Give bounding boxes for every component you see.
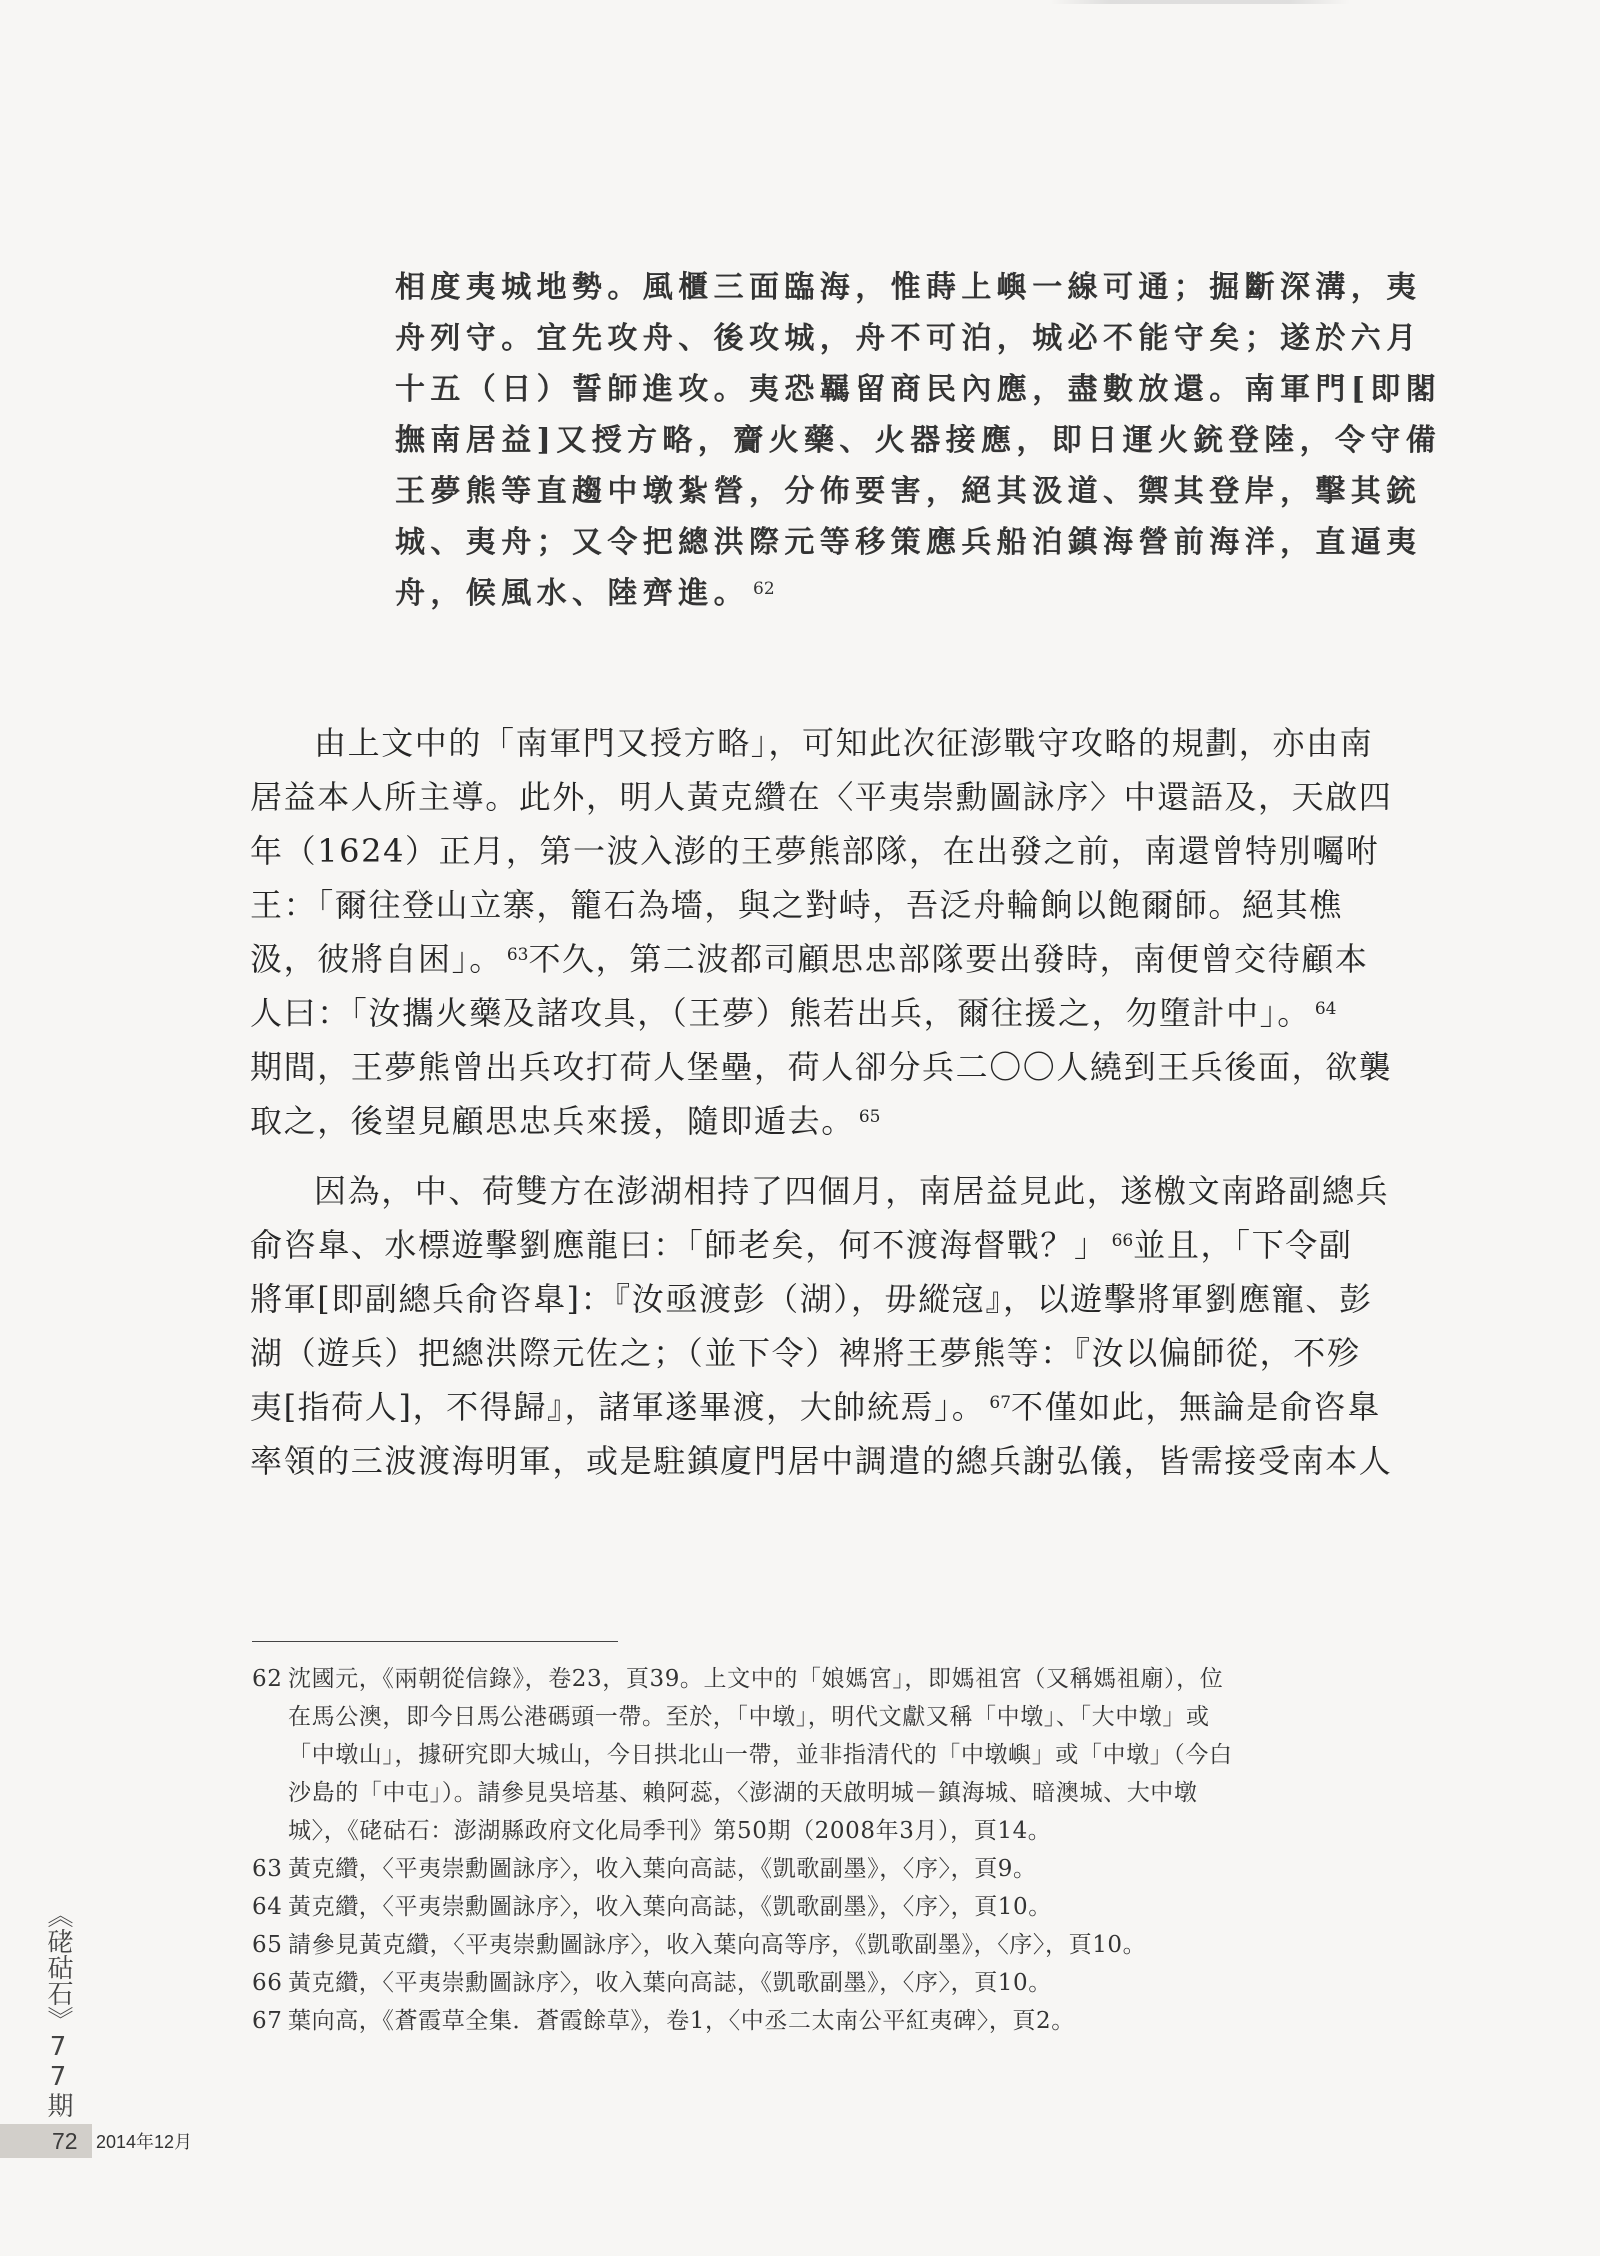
body-line: 居益本人所主導。此外，明人黃克纘在〈平夷崇勳圖詠序〉中還語及，天啟四 bbox=[250, 778, 1393, 816]
footnote-number: 65 bbox=[252, 1932, 283, 1958]
footnote-ref-64[interactable]: 64 bbox=[1314, 999, 1337, 1019]
body-line bbox=[250, 716, 1440, 770]
body-line: 湖（遊兵）把總洪際元佐之；（並下令）裨將王夢熊等：『汝以偏師從，不殄 bbox=[250, 1334, 1361, 1372]
footnote-line: 在馬公澳，即今日馬公港碼頭一帶。至於，「中墩」，明代文獻又稱「中墩」、「大中墩」或 bbox=[288, 1704, 1210, 1730]
body-line-text: 汲，彼將自困」。 bbox=[250, 940, 503, 978]
page-number: 72 bbox=[52, 2128, 78, 2154]
quote-line: 十五（日）誓師進攻。夷恐羈留商民內應，盡數放還。南軍門[即閣 bbox=[395, 372, 1442, 407]
footnote-text bbox=[288, 1964, 1436, 2002]
footnote-line: 沙島的「中屯」）。請參見吳培基、賴阿蕊，〈澎湖的天啟明城－鎮海城、暗澳城、大中墩 bbox=[288, 1780, 1198, 1806]
footnote-line: 城〉，《硓𥑮石：澎湖縣政府文化局季刊》第50期（2008年3月），頁14。 bbox=[288, 1818, 1052, 1844]
quote-line: 舟列守。宜先攻舟、後攻城，舟不可泊，城必不能守矣；遂於六月 bbox=[395, 321, 1422, 356]
body-line: 王：「爾往登山立寨，籠石為墻，與之對峙，吾泛舟輪餉以飽爾師。絕其樵 bbox=[250, 886, 1343, 924]
body-text bbox=[250, 716, 1440, 1488]
footnote-67 bbox=[252, 2002, 1442, 2040]
body-line bbox=[250, 1380, 1440, 1434]
footnote-ref-66[interactable]: 66 bbox=[1111, 1231, 1134, 1251]
scan-artifact bbox=[1050, 0, 1350, 4]
issue-date: 2014年12月 bbox=[96, 2132, 193, 2152]
body-line bbox=[250, 1094, 1440, 1148]
footnote-65 bbox=[252, 1926, 1442, 1964]
footnotes bbox=[252, 1660, 1442, 2040]
body-line bbox=[250, 986, 1440, 1040]
footnote-text bbox=[288, 1888, 1436, 1926]
footnote-number: 67 bbox=[252, 2008, 283, 2034]
footnote-line: 沈國元，《兩朝從信錄》，卷23，頁39。上文中的「娘媽宮」，即媽祖宮（又稱媽祖廟），位 bbox=[288, 1666, 1224, 1692]
footnote-64 bbox=[252, 1888, 1442, 1926]
quote-line: 相度夷城地勢。風櫃三面臨海，惟蒔上嶼一線可通；掘斷深溝，夷 bbox=[395, 270, 1422, 305]
footnote-63 bbox=[252, 1850, 1442, 1888]
body-line-text: 由上文中的「南軍門又授方略」，可知此次征澎戰守攻略的規劃，亦由南 bbox=[314, 724, 1374, 762]
footnote-line: 黃克纘，〈平夷崇勳圖詠序〉，收入葉向高誌，《凱歌副墨》，〈序〉，頁10。 bbox=[288, 1970, 1052, 1996]
footnote-ref-67[interactable]: 67 bbox=[989, 1393, 1012, 1413]
body-line bbox=[250, 1164, 1440, 1218]
body-line: 率領的三波渡海明軍，或是駐鎮廈門居中調遣的總兵謝弘儀，皆需接受南本人 bbox=[250, 1442, 1393, 1480]
quote-line: 城、夷舟；又令把總洪際元等移策應兵船泊鎮海營前海洋，直逼夷 bbox=[395, 525, 1422, 560]
body-line bbox=[250, 1218, 1440, 1272]
footnote-line: 黃克纘，〈平夷崇勳圖詠序〉，收入葉向高誌，《凱歌副墨》，〈序〉，頁10。 bbox=[288, 1894, 1052, 1920]
body-line-text: 不僅如此，無論是俞咨臯 bbox=[1011, 1388, 1381, 1426]
quote-line-text: 舟，候風水、陸齊進。 bbox=[395, 576, 749, 611]
body-line: 將軍[即副總兵俞咨臯]：『汝亟渡彭（湖），毋縱寇』，以遊擊將軍劉應寵、彭 bbox=[250, 1280, 1373, 1318]
journal-side-title: 《硓𥑮石》77期 bbox=[43, 1902, 73, 2118]
body-line-text: 取之，後望見顧思忠兵來援，隨即遁去。 bbox=[250, 1102, 855, 1140]
footnote-number: 66 bbox=[252, 1970, 283, 1996]
body-line-text: 並且，「下令副 bbox=[1133, 1226, 1353, 1264]
quote-line: 撫南居益]又授方略，齎火藥、火器接應，即日運火銃登陸，令守備 bbox=[395, 423, 1442, 458]
body-line: 期間，王夢熊曾出兵攻打荷人堡壘，荷人卻分兵二〇〇人繞到王兵後面，欲襲 bbox=[250, 1048, 1393, 1086]
footnote-line: 請參見黃克纘，〈平夷崇勳圖詠序〉，收入葉向高等序，《凱歌副墨》，〈序〉，頁10。 bbox=[288, 1932, 1147, 1958]
footnote-text bbox=[288, 1850, 1436, 1888]
footnote-line: 葉向高，《蒼霞草全集．蒼霞餘草》，卷1，〈中丞二太南公平紅夷碑〉，頁2。 bbox=[288, 2008, 1075, 2034]
footnote-text bbox=[288, 2002, 1436, 2040]
body-line bbox=[250, 932, 1440, 986]
footnote-ref-62[interactable]: 62 bbox=[753, 579, 775, 599]
footnote-line: 黃克纘，〈平夷崇勳圖詠序〉，收入葉向高誌，《凱歌副墨》，〈序〉，頁9。 bbox=[288, 1856, 1037, 1882]
footnote-text bbox=[288, 1926, 1436, 1964]
block-quote bbox=[395, 262, 1442, 619]
quote-line-last bbox=[395, 568, 1437, 619]
footnote-divider bbox=[252, 1641, 618, 1642]
footnote-66 bbox=[252, 1964, 1442, 2002]
body-line-text: 人曰：「汝攜火藥及諸攻具，（王夢）熊若出兵，爾往援之，勿墮計中」。 bbox=[250, 994, 1311, 1032]
quote-line: 王夢熊等直趨中墩紮營，分佈要害，絕其汲道、禦其登岸，擊其銃 bbox=[395, 474, 1422, 509]
body-line-text: 俞咨臯、水標遊擊劉應龍曰：「師老矣，何不渡海督戰？」 bbox=[250, 1226, 1108, 1264]
page-number-box bbox=[0, 2124, 92, 2158]
footnote-62 bbox=[252, 1660, 1442, 1850]
body-line-text: 因為，中、荷雙方在澎湖相持了四個月，南居益見此，遂檄文南路副總兵 bbox=[314, 1172, 1390, 1210]
body-line-text: 不久，第二波都司顧思忠部隊要出發時，南便曾交待顧本 bbox=[528, 940, 1369, 978]
footnote-ref-63[interactable]: 63 bbox=[506, 945, 529, 965]
footnote-ref-65[interactable]: 65 bbox=[858, 1107, 881, 1127]
footnote-line: 「中墩山」，據研究即大城山，今日拱北山一帶，並非指清代的「中墩嶼」或「中墩」（今白 bbox=[288, 1742, 1233, 1768]
footnote-text bbox=[288, 1660, 1436, 1850]
body-line: 年（1624）正月，第一波入澎的王夢熊部隊，在出發之前，南還曾特別囑咐 bbox=[250, 832, 1380, 870]
footnote-number: 62 bbox=[252, 1666, 283, 1692]
footnote-number: 63 bbox=[252, 1856, 283, 1882]
footnote-number: 64 bbox=[252, 1894, 283, 1920]
body-line-text: 夷[指荷人]，不得歸』，諸軍遂畢渡，大帥統焉」。 bbox=[250, 1388, 986, 1426]
